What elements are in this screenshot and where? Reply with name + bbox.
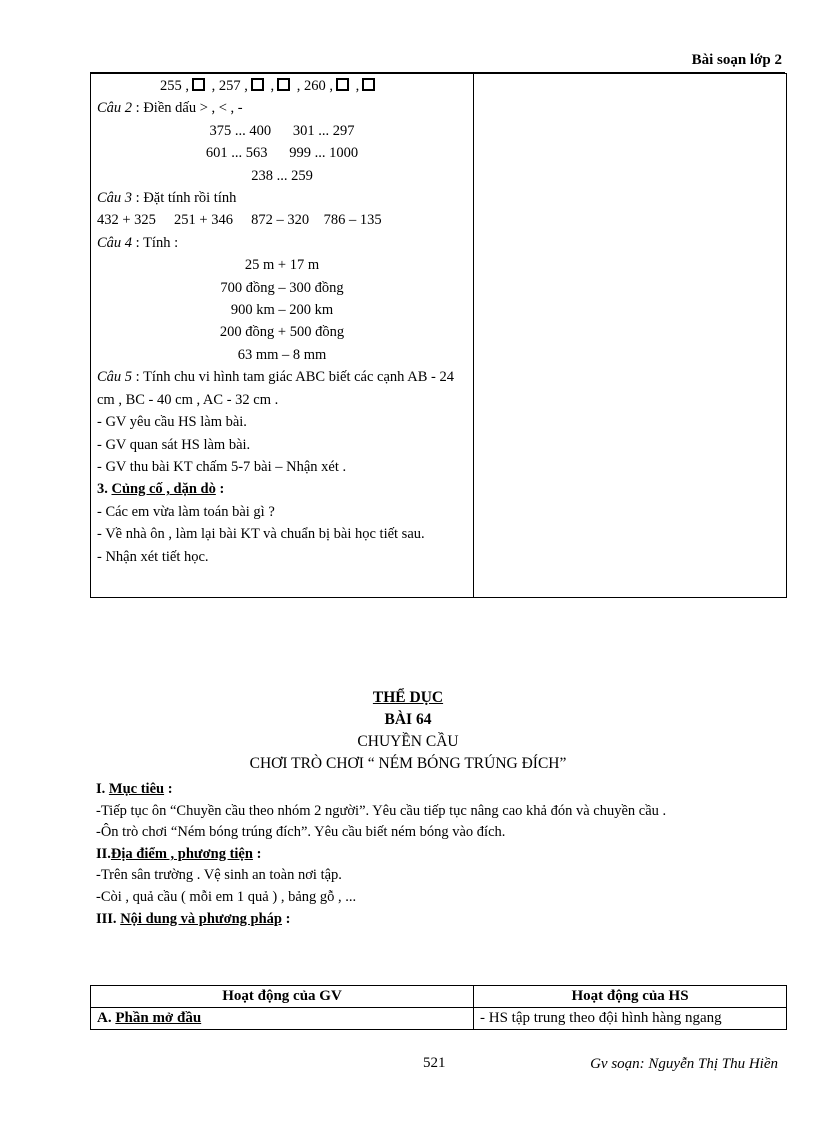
cau4-row: 25 m + 17 m bbox=[244, 257, 320, 274]
activity-table bbox=[90, 985, 787, 1030]
cau3-heading: Câu 3 : Đặt tính rồi tính bbox=[97, 190, 237, 207]
location-line: -Trên sân trường . Vệ sinh an toàn nơi tập. bbox=[96, 867, 342, 884]
student-activity-cell bbox=[474, 74, 787, 598]
lesson-game: CHƠI TRÒ CHƠI “ NÉM BÓNG TRÚNG ĐÍCH” bbox=[249, 755, 567, 772]
blank-box bbox=[251, 78, 264, 91]
cau4-row: 700 đồng – 300 đồng bbox=[220, 279, 344, 296]
lesson-topic: CHUYỀN CẦU bbox=[357, 733, 459, 750]
lesson-number: BÀI 64 bbox=[384, 711, 432, 728]
cau3-operations: 432 + 325 251 + 346 872 – 320 786 – 135 bbox=[97, 212, 382, 229]
cau4-row: 63 mm – 8 mm bbox=[237, 346, 327, 363]
section3-heading: III. Nội dung và phương pháp : bbox=[96, 910, 291, 927]
objective-line: -Ôn trò chơi “Ném bóng trúng đích”. Yêu cầu biết ném bóng vào đích. bbox=[96, 824, 506, 841]
cau4-row: 900 km – 200 km bbox=[230, 302, 334, 319]
cau4-row: 200 đồng + 500 đồng bbox=[219, 324, 345, 341]
gv-step: - GV quan sát HS làm bài. bbox=[97, 436, 251, 453]
page-number: 521 bbox=[423, 1055, 446, 1071]
blank-box bbox=[277, 78, 290, 91]
blank-box bbox=[192, 78, 205, 91]
lesson-body bbox=[96, 779, 780, 930]
blank-box bbox=[362, 78, 375, 91]
section3-heading: 3. Củng cố , dặn dò : bbox=[97, 481, 225, 498]
section1-heading: I. Mục tiêu : bbox=[96, 781, 173, 797]
gv-column-header: Hoạt động của GV bbox=[91, 986, 474, 1008]
cau5-text: Câu 5 : Tính chu vi hình tam giác ABC biết các cạnh AB - 24 cm , BC - 40 cm , AC - 32 cm . bbox=[97, 369, 454, 408]
subject-title: THỂ DỤC bbox=[372, 689, 444, 706]
warmup-hs-activity: - HS tập trung theo đội hình hàng ngang bbox=[474, 1008, 787, 1030]
equipment-line: -Còi , quả cầu ( mỗi em 1 quả ) , bảng gỗ , ... bbox=[96, 888, 357, 905]
number-sequence: 255 , , 257 , , , 260 , , bbox=[97, 75, 467, 97]
blank-box bbox=[336, 78, 349, 91]
lesson-table-top bbox=[90, 73, 787, 598]
gv-step: - GV thu bài KT chấm 5-7 bài – Nhận xét . bbox=[97, 458, 347, 475]
closing-step: - Về nhà ôn , làm lại bài KT và chuẩn bị bài học tiết sau. bbox=[97, 526, 425, 543]
section2-heading: II.Địa điểm , phương tiện : bbox=[96, 845, 262, 862]
cau2-row: 375 ... 400 301 ... 297 bbox=[209, 122, 355, 139]
cau4-heading: Câu 4 : Tính : bbox=[97, 234, 179, 251]
teacher-activity-cell bbox=[91, 74, 474, 598]
gv-step: - GV yêu cầu HS làm bài. bbox=[97, 414, 247, 431]
warmup-section: A. Phần mở đầu bbox=[91, 1008, 474, 1030]
closing-step: - Nhận xét tiết học. bbox=[97, 548, 209, 565]
objective-line: -Tiếp tục ôn “Chuyền cầu theo nhóm 2 người”. Yêu cầu tiếp tục nâng cao khả đón và chuyền cầu . bbox=[96, 802, 667, 819]
cau2-row: 601 ... 563 999 ... 1000 bbox=[205, 145, 359, 162]
hs-column-header: Hoạt động của HS bbox=[474, 986, 787, 1008]
closing-step: - Các em vừa làm toán bài gì ? bbox=[97, 503, 275, 520]
page-header-title: Bài soạn lớp 2 bbox=[691, 52, 782, 68]
cau2-heading: Câu 2 : Điền dấu > , < , - bbox=[97, 100, 243, 117]
lesson-titles bbox=[0, 687, 816, 775]
author-credit: Gv soạn: Nguyễn Thị Thu Hiền bbox=[590, 1056, 778, 1072]
cau2-row: 238 ... 259 bbox=[251, 167, 313, 184]
